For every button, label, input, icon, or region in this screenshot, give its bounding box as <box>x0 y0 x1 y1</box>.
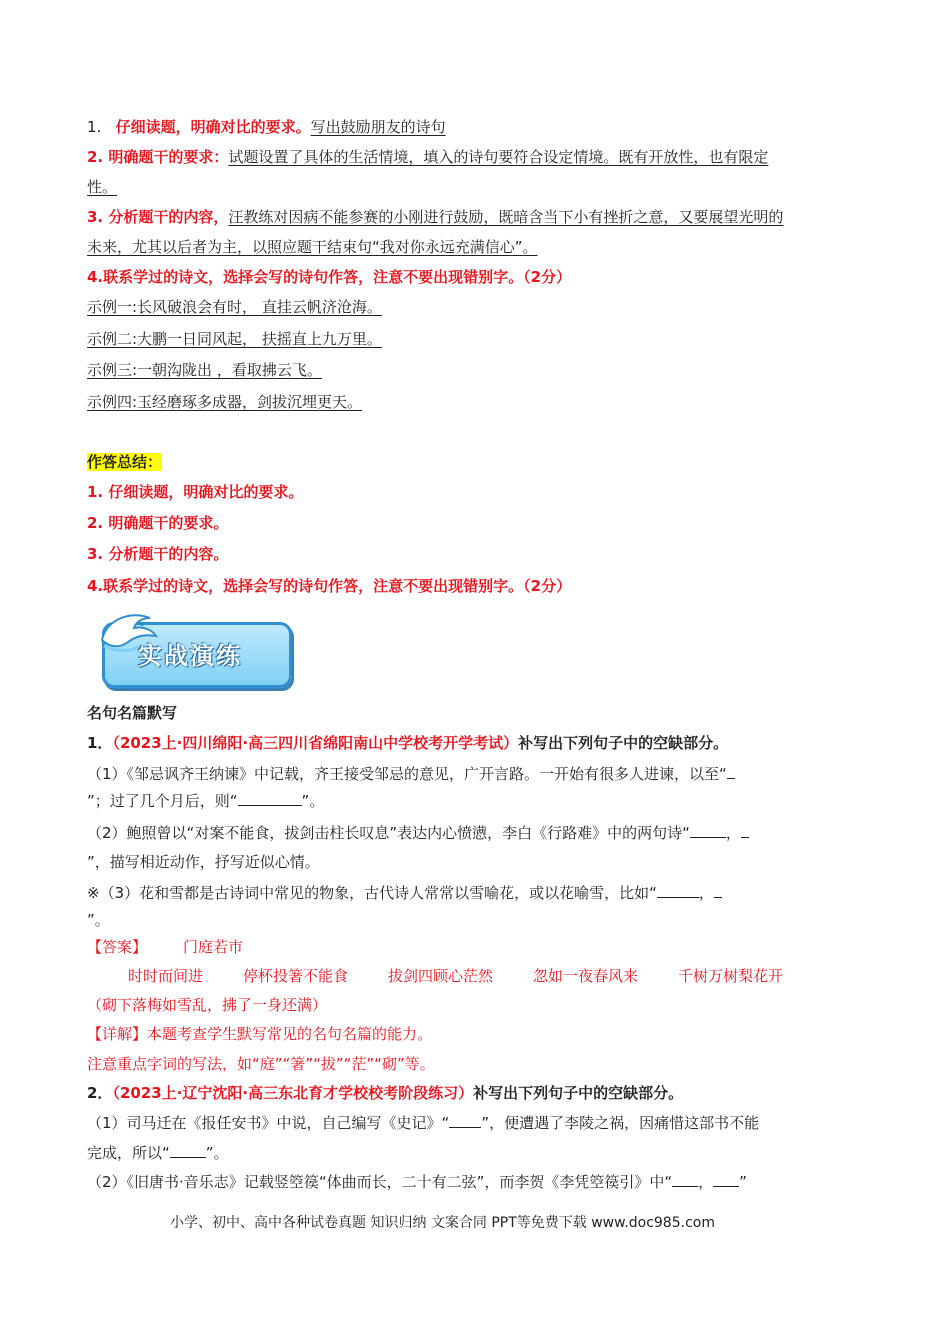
example-2: 示例二:大鹏一日同风起， 扶摇直上九万里。 <box>87 330 382 348</box>
blank <box>449 1113 481 1128</box>
practice-banner <box>96 606 292 688</box>
question-2-header: 2．（2023上·辽宁沈阳·高三东北育才学校校考阶段练习）补写出下列句子中的空缺部分。 <box>87 1084 684 1102</box>
blank <box>657 883 699 898</box>
step-3-text-cont: 未来，尤其以后者为主，以照应题干结束句“我对你永远充满信心”。 <box>87 238 538 256</box>
question-1-source: （2023上·四川绵阳·高三四川省绵阳南山中学校考开学考试） <box>112 734 519 752</box>
section-title: 名句名篇默写 <box>87 704 178 722</box>
step-3-text: 汪教练对因病不能参赛的小刚进行鼓励，既暗含当下小有挫折之意，又要展望光明的 <box>228 208 784 226</box>
answer-3: 停杯投箸不能食 <box>243 967 349 985</box>
answer-1: 门庭若市 <box>183 938 244 956</box>
answer-5: 忽如一夜春风来 <box>533 967 639 985</box>
answer-label: 【答案】 <box>87 938 148 956</box>
q2-part2: （2）《旧唐书·音乐志》记载竖箜篌“体曲而长，二十有二弦”，而李贺《李凭箜篌引》中“ ， ” <box>87 1173 747 1191</box>
example-4: 示例四:玉经磨琢多成器，剑拔沉埋更天。 <box>87 393 363 411</box>
answer-line-2 <box>128 965 783 987</box>
step-2-text-cont: 性。 <box>87 178 118 196</box>
q1-part1: （1）《邹忌讽齐王纳谏》中记载，齐王接受邹忌的意见，广开言路。一开始有很多人进谏，以至“ <box>87 763 735 785</box>
step-2-heading: 2. 明确题干的要求： <box>87 148 229 166</box>
blank <box>672 1172 698 1187</box>
q1-part2: （2）鲍照曾以“对案不能食，拔剑击柱长叹息”表达内心愤懑，李白《行路难》中的两句诗“ ， <box>87 822 749 844</box>
step-1-line: 1. 仔细读题，明确对比的要求。写出鼓励朋友的诗句 <box>87 118 446 136</box>
step-3-heading: 3. 分析题干的内容， <box>87 208 229 226</box>
question-2-source: （2023上·辽宁沈阳·高三东北育才学校校考阶段练习） <box>112 1084 474 1102</box>
answer-6: 千树万树梨花开 <box>678 967 784 985</box>
blank <box>713 1172 739 1187</box>
example-3: 示例三:一朝沟陇出 ，看取拂云飞。 <box>87 361 322 379</box>
summary-item-4: 4.联系学过的诗文，选择会写的诗句作答，注意不要出现错别字。（2分） <box>87 577 572 595</box>
answer-2: 时时而间进 <box>128 967 204 985</box>
step-1-text: 写出鼓励朋友的诗句 <box>310 118 446 136</box>
detail-label: 【详解】 <box>87 1025 148 1043</box>
blank <box>741 823 749 838</box>
example-1: 示例一:长风破浪会有时， 直挂云帆济沧海。 <box>87 298 382 316</box>
question-1-header: 1．（2023上·四川绵阳·高三四川省绵阳南山中学校考开学考试）补写出下列句子中的空缺部分。 <box>87 734 729 752</box>
detail-note: 注意重点字词的写法，如“庭”“箸”“拔”“茫”“砌”等。 <box>87 1055 435 1073</box>
q2-part1-cont: 完成，所以“ ”。 <box>87 1144 229 1162</box>
answer-extra: （砌下落梅如雪乱，拂了一身还满） <box>87 996 328 1014</box>
q1-part3-cont: ”。 <box>87 911 110 929</box>
q1-part1-cont: ”；过了几个月后，则“ ”。 <box>87 792 325 810</box>
page-footer: 小学、初中、高中各种试卷真题 知识归纳 文案合同 PPT等免费下载 www.doc985.com <box>170 1215 715 1231</box>
q1-part2-cont: ”，描写相近动作，抒写近似心情。 <box>87 853 320 871</box>
summary-title: 作答总结： <box>87 453 163 471</box>
detail-line: 【详解】本题考查学生默写常见的名句名篇的能力。 <box>87 1025 433 1043</box>
step-4-line: 4.联系学过的诗文，选择会写的诗句作答，注意不要出现错别字。（2分） <box>87 268 572 286</box>
blank <box>714 883 722 898</box>
step-1-heading: 仔细读题，明确对比的要求。 <box>115 118 311 136</box>
blank <box>238 791 302 806</box>
blank <box>170 1143 206 1158</box>
blank <box>690 823 726 838</box>
banner-label: 实战演练 <box>138 642 242 670</box>
step-2-text: 试题设置了具体的生活情境，填入的诗句要符合设定情境。既有开放性，也有限定 <box>228 148 769 166</box>
step-2-line <box>87 146 768 168</box>
summary-item-1: 1. 仔细读题，明确对比的要求。 <box>87 483 304 501</box>
q1-part3: ※（3）花和雪都是古诗词中常见的物象，古代诗人常常以雪喻花，或以花喻雪，比如“ ， <box>87 882 722 904</box>
step-3-line <box>87 206 783 228</box>
blank <box>727 764 735 779</box>
answer-4: 拔剑四顾心茫然 <box>388 967 494 985</box>
summary-item-3: 3. 分析题干的内容。 <box>87 545 229 563</box>
summary-item-2: 2. 明确题干的要求。 <box>87 514 229 532</box>
q2-part1: （1）司马迁在《报任安书》中说，自己编写《史记》“ ”，便遭遇了李陵之祸，因痛惜这部书不能 <box>87 1114 760 1132</box>
answer-line-1 <box>87 936 243 958</box>
